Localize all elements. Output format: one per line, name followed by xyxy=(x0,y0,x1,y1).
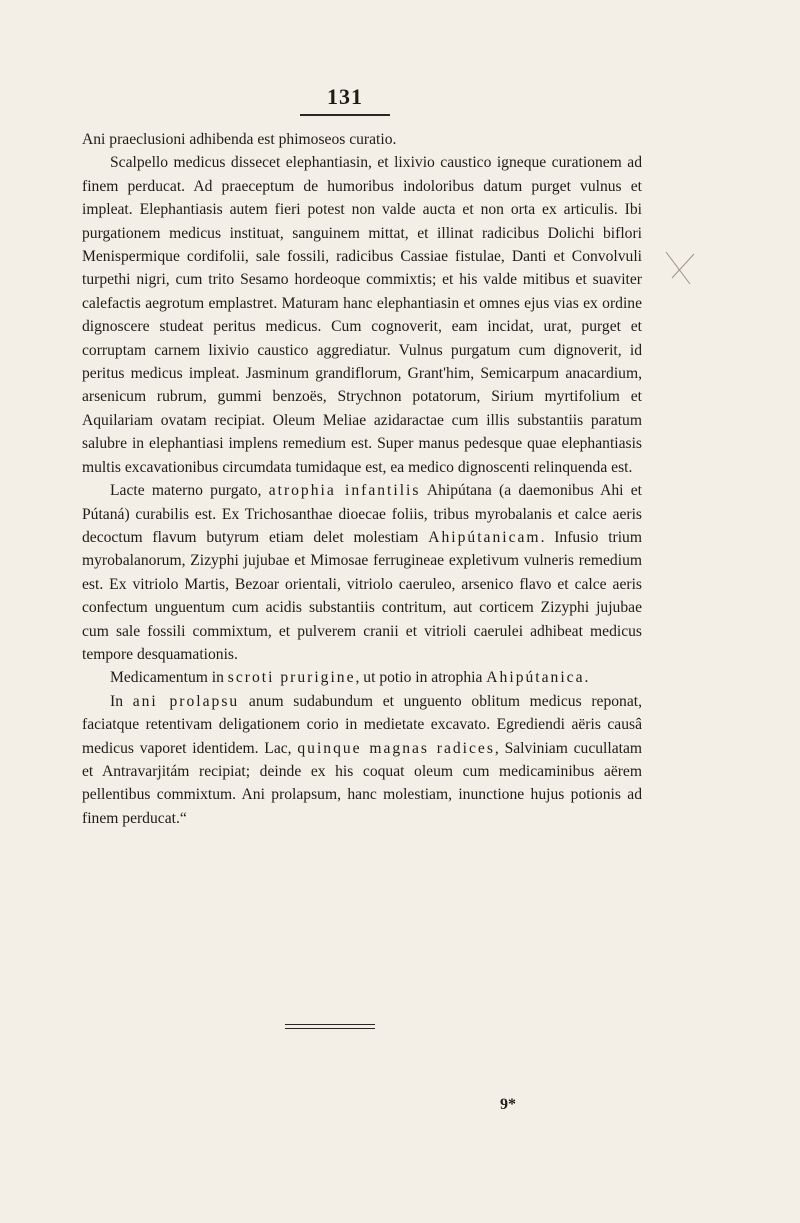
page-number: 131 xyxy=(327,84,363,109)
paragraph-4-text: , ut potio in atrophia xyxy=(355,669,487,687)
term-quinque-magnas-radices: quinque magnas radices xyxy=(297,739,495,757)
section-end-rule xyxy=(285,1024,375,1029)
paragraph-5-text: anum sudabundum et unguento oblitum medicus reponat, faciatque retentivam deligationem corio in medietate excavato. Egrediendi aëris causâ medicus vaporet identidem. Lac, xyxy=(82,692,643,757)
term-ahiputanicam: Ahipútanicam xyxy=(428,528,541,546)
page-number-rule xyxy=(300,114,390,116)
paragraph-5 xyxy=(82,690,642,830)
paragraph-3-text: Lacte materno purgato, xyxy=(110,482,269,500)
term-atrophia-infantilis: atrophia infantilis xyxy=(268,482,421,500)
paragraph-1: Ani praeclusioni adhibenda est phimoseos curatio. xyxy=(82,131,397,148)
paragraph-4 xyxy=(82,666,642,689)
paragraph-4-text: Medicamentum in xyxy=(110,669,228,687)
paragraph-5-text: , Salviniam cucullatam et Antravarjitám recipiat; deinde ex his coquat oleum cum medicaminibus aërem pellentibus commixtum. Ani prolapsum, hanc molestiam, inunctione hujus potionis ad finem perducat.“ xyxy=(82,739,643,827)
signature-mark: 9* xyxy=(500,1096,516,1113)
body-text xyxy=(82,128,642,830)
paragraph-4-text: . xyxy=(584,669,589,687)
term-ani-prolapsu: ani prolapsu xyxy=(132,692,240,710)
term-scroti-prurigine: scroti prurigine xyxy=(227,669,356,687)
paragraph-2: Scalpello medicus dissecet elephantiasin, et lixivio caustico igneque curationem ad finem perducat. Ad praeceptum de humoribus indoloribus datum purget vulnus et impleat. Elephantiasis autem fieri potest non valde aucta et non orta ex articulis. Ibi purgationem medicus instituat, sanguinem mittat, et illinat radicibus Dolichi biflori Menispermique cordifolii, sale fossili, radicibus Cassiae fistulae, Danti et Convolvuli turpethi nigri, cum trito Sesamo hordeoque commixtis; et his valde mitibus et suaviter calefactis aegrotum emplastret. Maturam hanc elephantiasin et omnes ejus vias ex ordine dignoscere studeat peritus medicus. Cum cognoverit, eam incidat, urat, purget et corruptam carnem lixivio caustico aggrediatur. Vulnus purgatum cum dignoverit, id peritus medicus impleat. Jasminum grandiflorum, Grant'him, Semicarpum anacardium, arsenicum rubrum, gummi benzoës, Strychnon potatorum, Sirium myrtifolium et Aquilariam ovatam recipiat. Oleum Meliae azidaractae cum illis substantiis paratum salubre in elephantiasi implens remedium est. Super manus pedesque quae elephantiasis multis excavationibus circumdata tumidaque est, ea medico dignoscenti relinquenda est. xyxy=(82,154,642,476)
paragraph-5-text: In xyxy=(110,692,133,710)
paragraph-3 xyxy=(82,479,642,666)
margin-pencil-mark-icon xyxy=(660,248,700,288)
paragraph-3-text: . Infusio trium myrobalanorum, Zizyphi jujubae et Mimosae ferrugineae expletivum vulneris remedium est. Ex vitriolo Martis, Bezoar orientali, vitriolo caeruleo, arsenico flavo et calce aeris confectum unguentum cum acidis substantiis contritum, aut corticem Zizyphi jujubae cum sale fossili commixtum, et pulverem cranii et vitrioli caerulei adhibeat medicus tempore desquamationis. xyxy=(82,528,642,663)
term-ahiputanica: Ahipútanica xyxy=(486,669,585,687)
paragraph-3-text: Ahipútana (a daemonibus Ahi et Pútaná) curabilis est. Ex Trichosanthae dioecae foliis, tribus myrobalanis et calce aeris decoctum flavum butyrum etiam delet molestiam xyxy=(82,482,643,546)
